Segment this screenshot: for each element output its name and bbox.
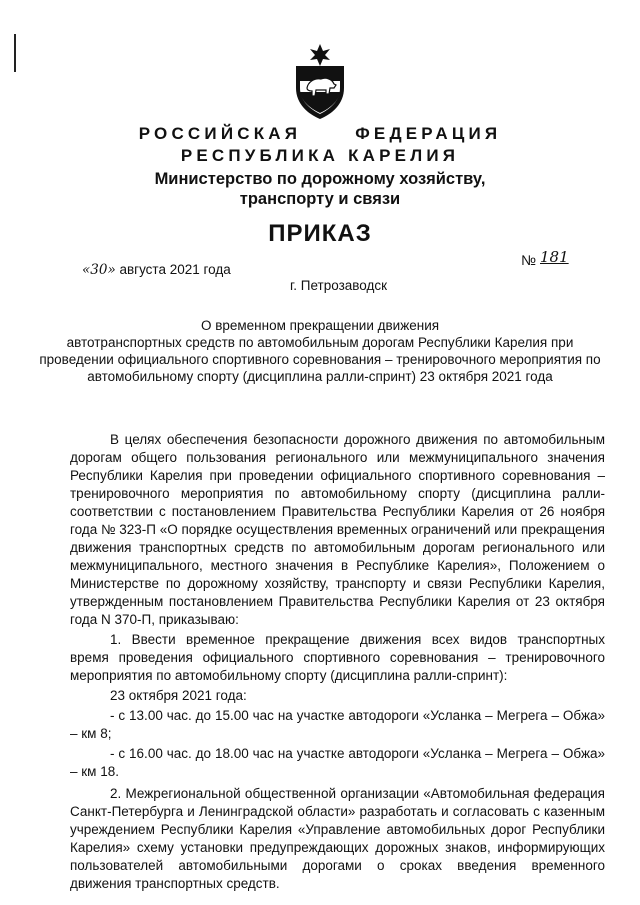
body-line: года N 370-П, приказываю: — [70, 612, 239, 627]
order-number-label: № — [521, 252, 537, 268]
item-1-interval-end: – км 18. — [70, 764, 119, 779]
item-2-line: учреждением Республики Карелия «Управление автомобильных дорог Республики — [70, 822, 605, 837]
order-date: «30» августа 2021 года — [82, 262, 231, 278]
body-line: года № 323-П «О порядке осуществления временных ограничений или прекращения — [70, 522, 605, 537]
item-1-interval-end: – км 8; — [70, 726, 112, 741]
subject-line: проведении официального спортивного соревнования – тренировочного мероприятия по — [39, 352, 601, 367]
item-2-line: Карелия» схему установки предупреждающих дорожных знаков, информирующих — [70, 840, 605, 855]
body-line: Министерстве по дорожному хозяйству, транспорту и связи Республики Карелия, — [70, 576, 605, 591]
header-republic: РЕСПУБЛИКА КАРЕЛИЯ — [180, 146, 460, 165]
subject-line: О временном прекращении движения — [200, 318, 440, 333]
header-ministry: Министерство по дорожному хозяйству, — [154, 170, 486, 188]
body-line: тренировочного мероприятия по автомобильному спорту (дисциплина ралли- — [70, 486, 605, 501]
item-1-interval: - с 16.00 час. до 18.00 час на участке автодороги «Усланка – Мегрега – Обжа» — [110, 746, 605, 761]
item-1-interval: - с 13.00 час. до 15.00 час на участке автодороги «Усланка – Мегрега – Обжа» — [110, 708, 605, 723]
order-city: г. Петрозаводск — [290, 278, 388, 293]
item-1-line: 1. Ввести временное прекращение движения всех видов транспортных — [110, 632, 605, 647]
coat-of-arms-karelia-icon — [290, 44, 350, 120]
body-line: соответствии с постановлением Правительства Республики Карелия от 26 ноября — [70, 504, 605, 519]
item-1-line: время проведения официального спортивного соревнования – тренировочного — [70, 650, 605, 665]
body-line: утвержденным постановлением Правительства Республики Карелия от 23 октября — [70, 594, 605, 609]
item-1-date: 23 октября 2021 года: — [110, 688, 247, 703]
header-ministry-line2: транспорту и связи — [239, 190, 401, 208]
item-2-line: Санкт-Петербурга и Ленинградской области» разработать и согласовать с казенным — [70, 804, 605, 819]
document-title: ПРИКАЗ — [268, 220, 372, 247]
item-2-line: движения транспортных средств. — [70, 876, 280, 891]
body-line: В целях обеспечения безопасности дорожного движения по автомобильным — [110, 432, 605, 447]
subject-line: автотранспортных средств по автомобильным дорогам Республики Карелия при — [66, 335, 574, 350]
item-2-line: 2. Межрегиональной общественной организации «Автомобильная федерация — [110, 786, 605, 801]
item-2-line: пользователей автомобильными дорогами о сроках введения временного — [70, 858, 605, 873]
body-line: Республики Карелия при проведении официального спортивного соревнования – — [70, 468, 605, 483]
order-number: 181 — [540, 248, 569, 266]
body-line: дорогам общего пользования регионального или межмуниципального значения — [70, 450, 605, 465]
item-1-line: мероприятия по автомобильному спорту (дисциплина ралли-спринт): — [70, 668, 508, 683]
order-date-day: 30 — [90, 262, 108, 278]
header-federation: РОССИЙСКАЯ ФЕДЕРАЦИЯ — [138, 124, 502, 143]
body-line: межмуниципального, местного значения в Республике Карелия», Положением о — [70, 558, 605, 573]
body-line: движения транспортных средств по автомобильным дорогам регионального или — [70, 540, 605, 555]
subject-line: автомобильному спорту (дисциплина ралли-спринт) 23 октября 2021 года — [87, 369, 553, 384]
scan-margin-mark — [14, 34, 16, 72]
